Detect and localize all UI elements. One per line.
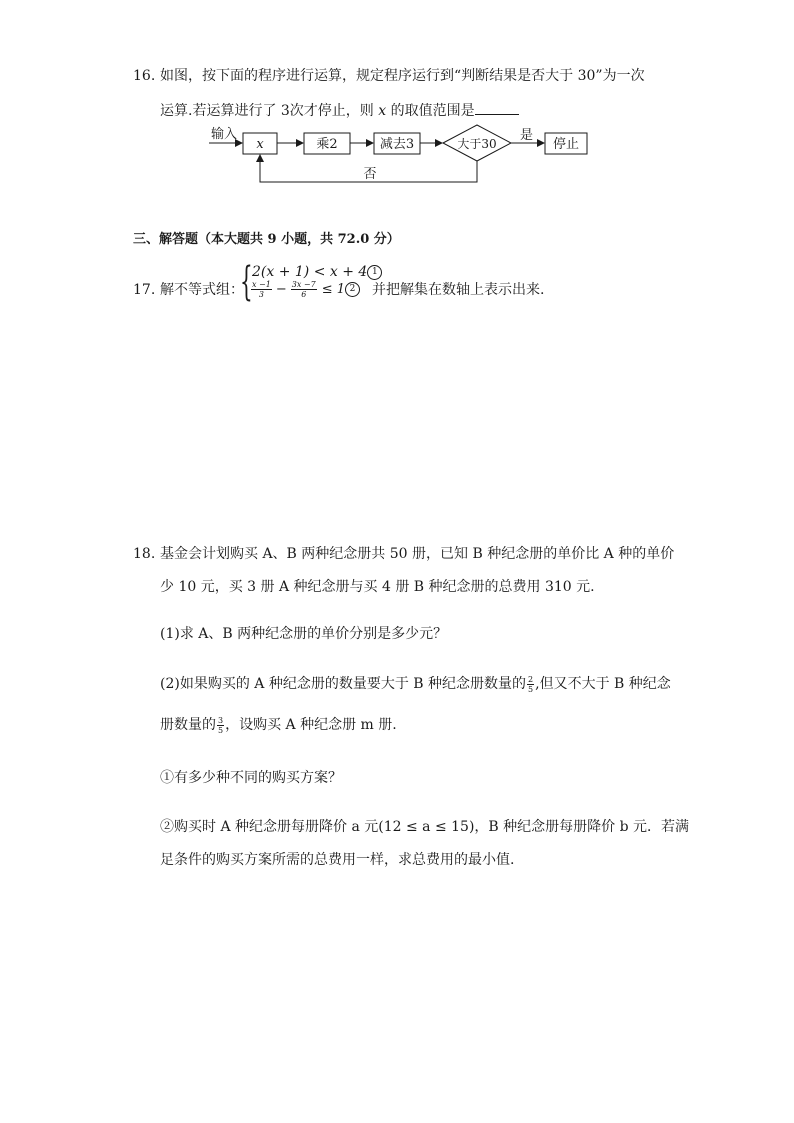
q16-flowchart [205,124,595,188]
q18-frac2-num: 3 [218,715,224,725]
q18-part2-c: 册数量的 [160,717,216,733]
q18-part2-d: ，设购买 A 种纪念册 m 册. [225,717,397,733]
q16-line2 [160,100,519,121]
q18-frac1-den: 5 [528,684,534,694]
q17-postfix: 并把解集在数轴上表示出来. [372,282,545,298]
q18-fraction-three-fifths [217,716,224,735]
q18-number: 18. [133,546,156,562]
q16-variable-x: x [378,103,387,119]
q17-inequality-1 [252,262,382,282]
q18-sub2-line1: ②购买时 A 种纪念册每册降价 a 元(12 ≤ a ≤ 15)，B 种纪念册每册降价 b 元．若满 [160,819,690,835]
q18-part2-a: (2)如果购买的 A 种纪念册的数量要大于 B 种纪念册数量的 [160,676,527,692]
q17-brace: { [240,259,253,305]
q17-circle-2: 2 [345,282,360,297]
flow-box-x-label: x [256,137,264,152]
q18-sub2-line2: 足条件的购买方案所需的总费用一样，求总费用的最小值. [160,852,515,868]
flow-yes-label: 是 [520,128,534,143]
q17-number: 17. [133,282,156,298]
q18-sub1: ①有多少种不同的购买方案？ [160,770,342,786]
section-3-title: 三、解答题（本大题共 9 小题，共 72.0 分） [133,232,400,247]
flow-input-label: 输入 [211,127,238,142]
q18-part2-line2 [160,715,397,735]
q17-inequality-2 [250,280,360,299]
flow-decision-label: 大于30 [457,137,497,151]
q17-frac2-den: 6 [301,290,307,299]
q18-fraction-two-fifths [527,675,534,694]
q17-fraction-2 [291,280,317,299]
q17-frac1-num: x −1 [252,280,271,289]
q18-part2-line1 [160,674,671,694]
q17-minus: − [275,282,287,297]
flow-no-label: 否 [363,167,377,182]
flow-box-stop-label: 停止 [552,137,580,152]
q18-line1: 基金会计划购买 A、B 两种纪念册共 50 册，已知 B 种纪念册的单价比 A 种的单价 [160,546,675,562]
q17-prefix: 解不等式组： [160,282,244,298]
q17-ineq2-rest: ≤ 1 [321,282,345,297]
q16-line2-pre: 运算.若运算进行了 3次才停止，则 [160,103,374,119]
q17-frac2-num: 3x −7 [291,280,316,289]
q18-line2: 少 10 元，买 3 册 A 种纪念册与买 4 册 B 种纪念册的总费用 310 元. [160,579,595,595]
q17-frac1-den: 3 [258,290,264,299]
q17-fraction-1 [251,280,272,299]
flow-box-subtract-label: 减去3 [379,137,415,152]
q18-part1: (1)求 A、B 两种纪念册的单价分别是多少元？ [160,626,448,642]
q17-ineq1-text: 2(x + 1) < x + 4 [252,264,368,280]
q18-frac1-num: 2 [528,674,534,684]
q18-frac2-den: 5 [218,725,224,735]
q16-number: 16. [133,68,156,84]
q17-circle-1: 1 [367,265,382,280]
q16-line2-post: 的取值范围是 [390,103,475,119]
q18-part2-b: ,但又不大于 B 种纪念 [535,676,671,692]
q16-answer-blank[interactable] [475,100,519,115]
q16-line1: 如图，按下面的程序进行运算，规定程序运行到“判断结果是否大于 30”为一次 [160,68,645,84]
flow-box-multiply-label: 乘2 [316,137,338,152]
